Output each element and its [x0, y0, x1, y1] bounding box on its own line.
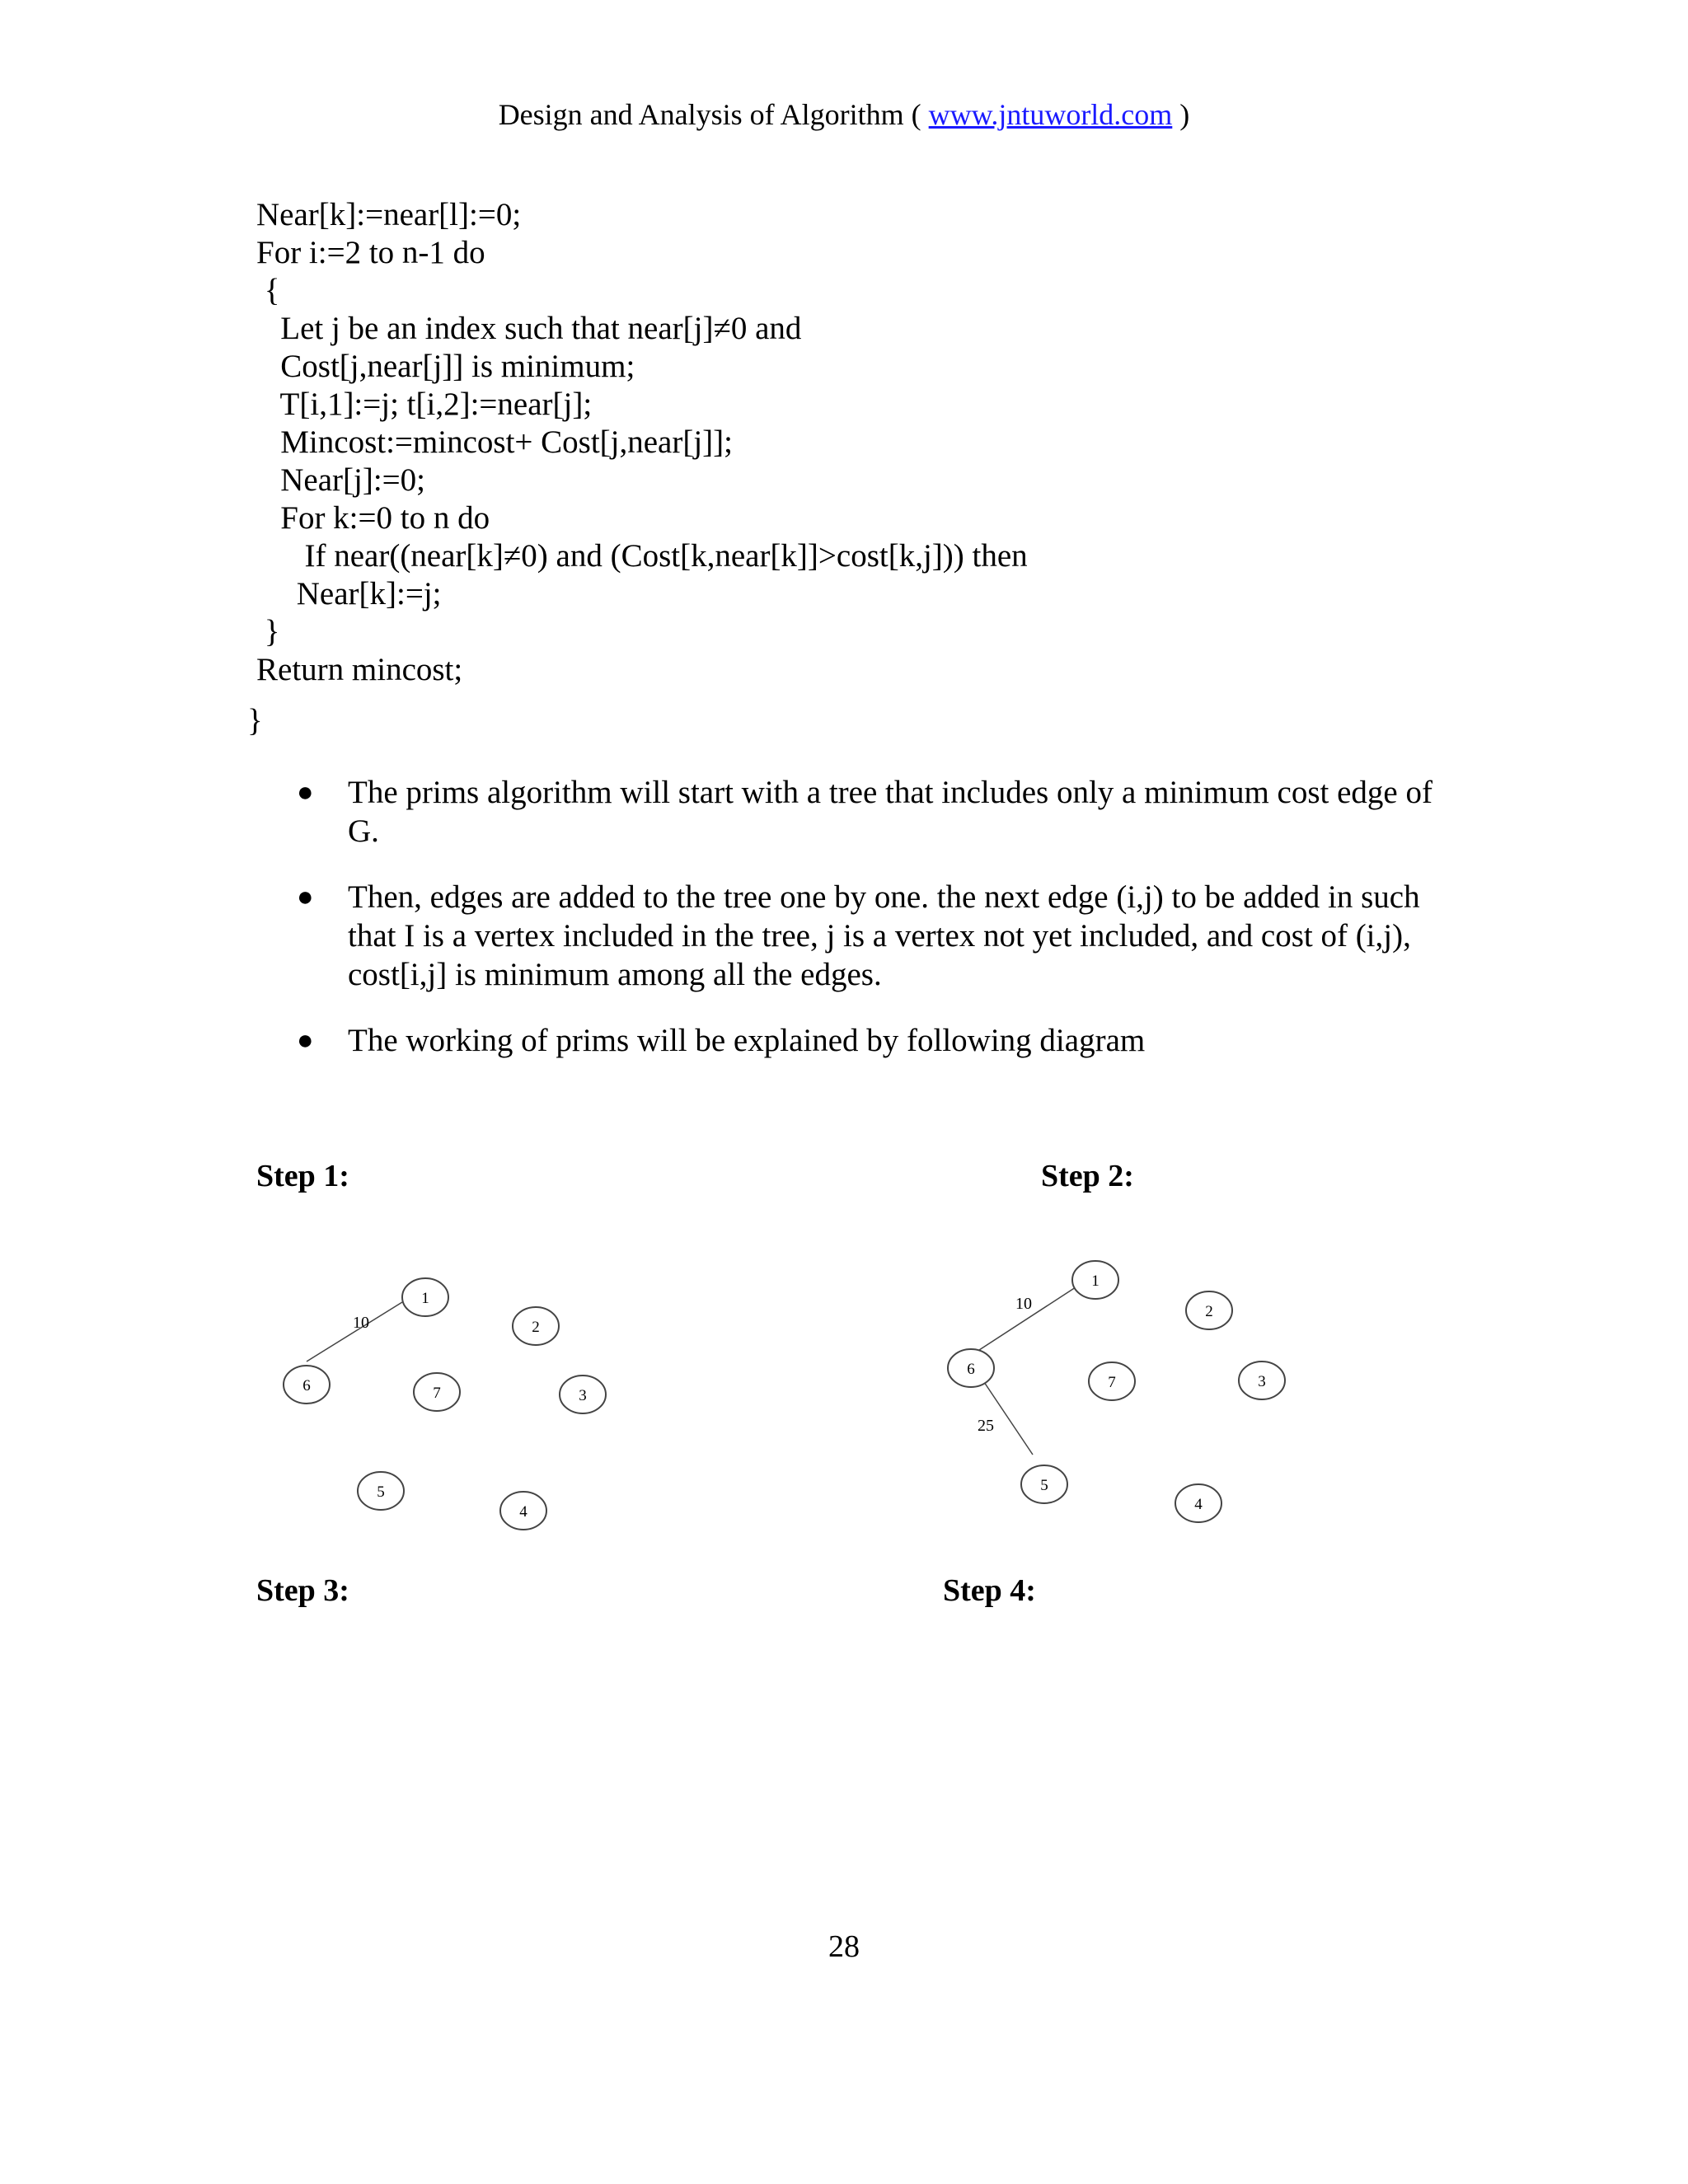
edge-weight-label: 10 — [1015, 1295, 1032, 1313]
node-label: 1 — [1091, 1272, 1100, 1290]
bullet-dot-icon: ● — [297, 777, 314, 808]
node-label: 2 — [532, 1319, 540, 1336]
graph-node — [1239, 1361, 1285, 1399]
node-label: 1 — [421, 1290, 429, 1307]
graph-node — [358, 1472, 404, 1510]
bullet-dot-icon: ● — [297, 882, 314, 912]
node-label: 6 — [302, 1377, 311, 1394]
code-line: If near((near[k]≠0) and (Cost[k,near[k]]>cost[k,j])) then — [256, 538, 1028, 574]
code-line: { — [256, 273, 280, 308]
graph-node — [414, 1373, 460, 1411]
bullet-text: Then, edges are added to the tree one by one. the next edge (i,j) to be added in such that I is a vertex included in the tree, j is a vertex not yet included, and cost of (i,j), cost[i,j] is minimum among all the edges. — [348, 879, 1420, 992]
bullet-item — [297, 878, 1451, 994]
code-line: Return mincost; — [256, 652, 463, 687]
step3-label: Step 3: — [256, 1573, 349, 1608]
closing-brace: } — [247, 703, 263, 738]
node-label: 3 — [579, 1387, 587, 1404]
code-line: Near[k]:=near[l]:=0; — [256, 197, 522, 232]
graph-node — [1089, 1362, 1135, 1400]
node-label: 2 — [1205, 1303, 1213, 1320]
header-prefix: Design and Analysis of Algorithm ( — [498, 98, 929, 131]
bullet-item — [297, 1021, 1451, 1060]
graph-node — [1021, 1465, 1067, 1503]
node-label: 3 — [1258, 1373, 1266, 1390]
code-line: } — [256, 614, 280, 649]
header-suffix: ) — [1172, 98, 1190, 131]
graph-node — [1186, 1291, 1232, 1329]
page-header — [0, 97, 1688, 132]
code-line: Near[j]:=0; — [256, 462, 425, 498]
graph-node — [500, 1492, 546, 1530]
edge-1-6 — [307, 1302, 402, 1361]
edge-weight-label: 10 — [353, 1314, 369, 1332]
code-line: Mincost:=mincost+ Cost[j,near[j]]; — [256, 424, 733, 460]
step4-label: Step 4: — [943, 1573, 1036, 1608]
node-label: 5 — [1040, 1477, 1048, 1494]
header-link[interactable]: www.jntuworld.com — [928, 98, 1173, 131]
step2-label: Step 2: — [1041, 1159, 1134, 1193]
code-line: T[i,1]:=j; t[i,2]:=near[j]; — [256, 387, 593, 422]
code-line: Let j be an index such that near[j]≠0 and — [256, 311, 802, 346]
code-line: For k:=0 to n do — [256, 500, 490, 536]
node-label: 4 — [519, 1503, 528, 1521]
code-line: Cost[j,near[j]] is minimum; — [256, 349, 635, 384]
graph-node — [402, 1278, 448, 1316]
step1-label: Step 1: — [256, 1159, 349, 1193]
node-label: 4 — [1194, 1496, 1203, 1513]
bullet-dot-icon: ● — [297, 1025, 314, 1056]
pseudocode-block — [256, 196, 1028, 689]
code-line: For i:=2 to n-1 do — [256, 235, 485, 270]
bullet-list — [297, 773, 1451, 1087]
bullet-text: The prims algorithm will start with a tree that includes only a minimum cost edge of G. — [348, 775, 1432, 849]
code-line: Near[k]:=j; — [256, 576, 442, 612]
edge-weight-label: 25 — [978, 1417, 994, 1435]
graph-node — [560, 1376, 606, 1413]
graph-node — [948, 1349, 994, 1387]
step2-graph — [931, 1244, 1302, 1533]
graph-node — [1072, 1261, 1118, 1299]
page-number: 28 — [828, 1929, 860, 1964]
node-label: 5 — [377, 1483, 385, 1501]
node-label: 6 — [967, 1361, 975, 1378]
graph-node — [513, 1307, 559, 1345]
node-label: 7 — [433, 1385, 441, 1402]
node-label: 7 — [1108, 1374, 1116, 1391]
graph-node — [284, 1366, 330, 1404]
bullet-text: The working of prims will be explained by following diagram — [348, 1023, 1146, 1058]
step1-graph — [264, 1253, 635, 1558]
graph-node — [1175, 1484, 1221, 1522]
bullet-item — [297, 773, 1451, 851]
